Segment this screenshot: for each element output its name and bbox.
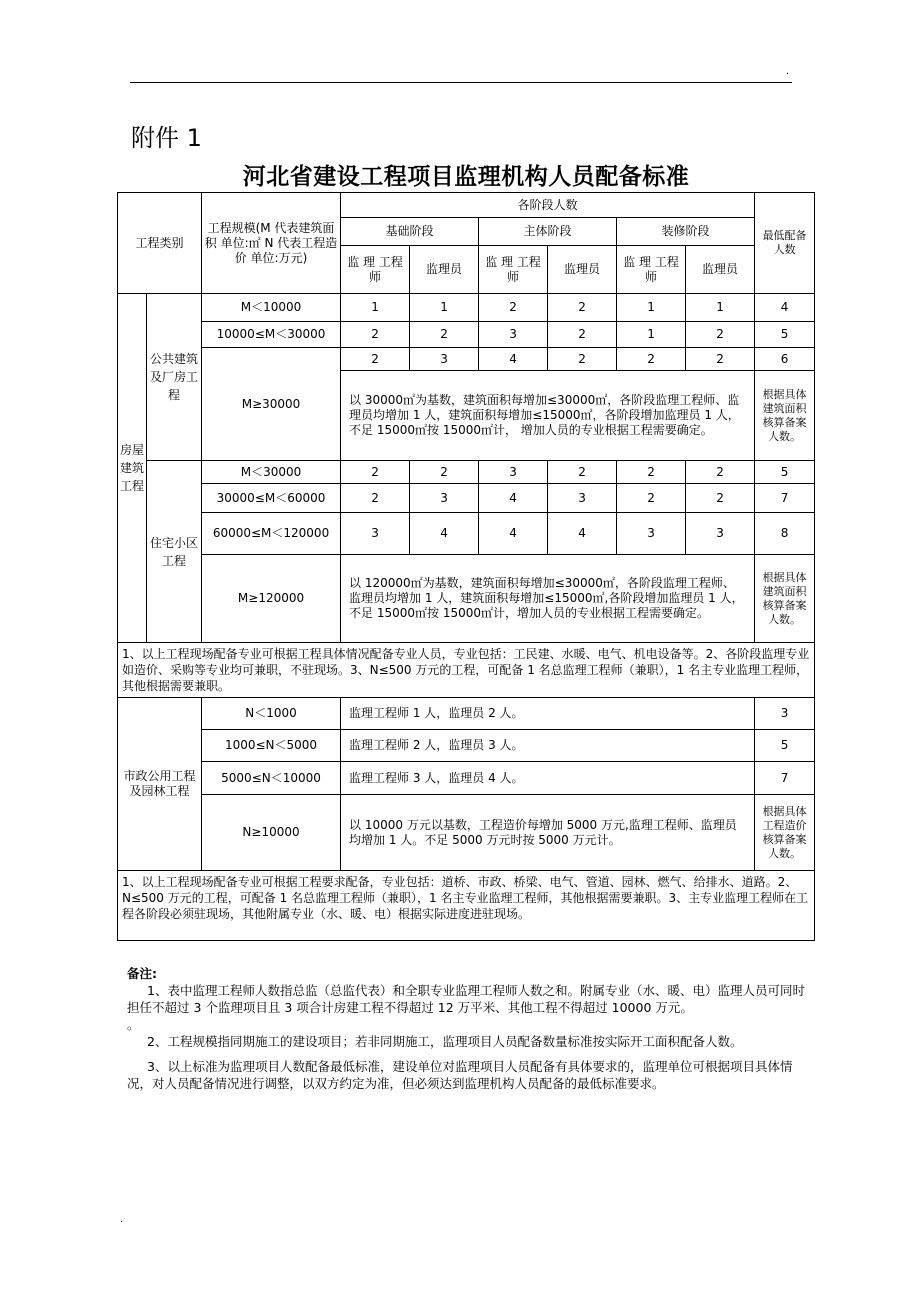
min-cell: 3 [755,698,815,730]
table-cell: 2 [341,484,410,513]
rule-text: 监理工程师 2 人，监理员 3 人。 [341,730,755,762]
min-cell: 根据具体建筑面积核算备案人数。 [755,555,815,643]
min-cell: 6 [755,348,815,371]
scale-cell: 30000≤M＜60000 [202,484,341,513]
table-cell: 3 [617,513,686,555]
subcategory-residential: 住宅小区工程 [147,461,202,643]
min-cell: 8 [755,513,815,555]
table-cell: 4 [479,348,548,371]
rule-text: 以 30000㎡为基数，建筑面积每增加≤30000㎡，各阶段监理工程师、监理员均增加 1 人，建筑面积每增加≤15000㎡，各阶段增加监理员 1 人，不足 15000㎡按 15000㎡计， 增加人员的专业根据工程需要确定。 [341,371,755,461]
table-cell: 1 [617,322,686,348]
table-cell: 1 [686,294,755,322]
header-stage-foundation: 基础阶段 [341,218,479,246]
building-note: 1、以上工程现场配备专业可根据工程具体情况配备专业人员，专业包括：工民建、水暖、电气、机电设备等。2、各阶段监理专业如造价、采购等专业均可兼职，不驻现场。3、N≤500 万元的工程，可配备 1 名总监理工程师（兼职），1 名主专业监理工程师，其他根据需要兼职。 [118,643,815,698]
table-cell: 4 [548,513,617,555]
remark-item: 。 [127,1017,140,1032]
table-cell: 2 [617,461,686,484]
table-cell: 3 [341,513,410,555]
table-cell: 2 [341,461,410,484]
table-cell: 2 [686,484,755,513]
scale-cell: 60000≤M＜120000 [202,513,341,555]
remark-item: 3、以上标准为监理项目人数配备最低标准，建设单位对监理项目人员配备有具体要求的，监理单位可根据项目具体情况，对人员配备情况进行调整，以双方约定为准，但必须达到监理机构人员配备的最低标准要求。 [127,1059,793,1091]
table-cell: 1 [410,294,479,322]
remarks-heading: 备注: [127,966,157,981]
attachment-label: 附件 1 [131,124,202,152]
table-cell: 2 [617,348,686,371]
scale-cell: M＜10000 [202,294,341,322]
header-inspector: 监理员 [686,246,755,294]
scale-cell: N＜1000 [202,698,341,730]
min-cell: 5 [755,461,815,484]
scale-cell: 1000≤N＜5000 [202,730,341,762]
table-cell: 2 [548,348,617,371]
table-cell: 2 [410,322,479,348]
remarks [127,965,812,1092]
min-cell: 根据具体工程造价核算备案人数。 [755,795,815,871]
footer-mark: . [120,1214,124,1225]
table-cell: 2 [548,461,617,484]
scale-cell: 5000≤N＜10000 [202,762,341,795]
table-cell: 3 [410,348,479,371]
header-inspector: 监理员 [410,246,479,294]
subcategory-public: 公共建筑及厂房工程 [147,294,202,461]
min-cell: 4 [755,294,815,322]
table-cell: 2 [341,348,410,371]
table-cell: 2 [686,348,755,371]
table-cell: 1 [617,294,686,322]
header-engineer: 监 理 工程师 [479,246,548,294]
header-rule [130,82,792,83]
header-category: 工程类别 [118,193,202,294]
min-cell: 7 [755,484,815,513]
page-title: 河北省建设工程项目监理机构人员配备标准 [242,164,690,190]
scale-cell: 10000≤M＜30000 [202,322,341,348]
rule-text: 以 10000 万元以基数，工程造价每增加 5000 万元,监理工程师、监理员均增加 1 人。不足 5000 万元时按 5000 万元计。 [341,795,755,871]
staffing-standard-table [117,192,815,941]
table-cell: 4 [479,513,548,555]
table-cell: 2 [548,294,617,322]
header-stage-group: 各阶段人数 [341,193,755,218]
table-cell: 2 [479,294,548,322]
scale-cell: M≥30000 [202,348,341,461]
table-cell: 2 [341,322,410,348]
header-mark: . [786,66,790,77]
table-cell: 4 [410,513,479,555]
scale-cell: M＜30000 [202,461,341,484]
header-stage-decoration: 装修阶段 [617,218,755,246]
table-cell: 2 [617,484,686,513]
min-cell: 5 [755,730,815,762]
header-stage-structure: 主体阶段 [479,218,617,246]
table-cell: 3 [479,461,548,484]
header-scale: 工程规模(M 代表建筑面积 单位:㎡ N 代表工程造价 单位:万元) [202,193,341,294]
table-cell: 4 [479,484,548,513]
municipal-note: 1、以上工程现场配备专业可根据工程要求配备，专业包括：道桥、市政、桥梁、电气、管道、园林、燃气、给排水、道路。2、N≤500 万元的工程，可配备 1 名总监理工程师（兼职），1 名主专业监理工程师，其他根据需要兼职。3、主专业监理工程师在工程各阶段必须驻现场，其他附属专业（水、暖、电）根据实际进度进驻现场。 [118,871,815,941]
header-engineer: 监 理 工程师 [617,246,686,294]
header-engineer: 监 理 工程师 [341,246,410,294]
table-cell: 3 [548,484,617,513]
table-cell: 3 [410,484,479,513]
min-cell: 7 [755,762,815,795]
table-cell: 2 [410,461,479,484]
category-municipal: 市政公用工程及园林工程 [118,698,202,871]
table-cell: 3 [479,322,548,348]
scale-cell: M≥120000 [202,555,341,643]
table-cell: 3 [686,513,755,555]
rule-text: 监理工程师 1 人，监理员 2 人。 [341,698,755,730]
remark-item: 1、表中监理工程师人数指总监（总监代表）和全职专业监理工程师人数之和。附属专业（水、暖、电）监理人员可同时担任不超过 3 个监理项目且 3 项合计房建工程不得超过 12 万平米、其他工程不得超过 10000 万元。 [127,983,805,1015]
table-cell: 2 [686,322,755,348]
table-cell: 2 [686,461,755,484]
table-cell: 2 [548,322,617,348]
header-min-staff: 最低配备人数 [755,193,815,294]
remark-item: 2、工程规模指同期施工的建设项目；若非同期施工，监理项目人员配备数量标准按实际开工面积配备人数。 [147,1034,743,1049]
rule-text: 监理工程师 3 人，监理员 4 人。 [341,762,755,795]
category-building: 房屋建筑工程 [118,294,147,643]
scale-cell: N≥10000 [202,795,341,871]
min-cell: 5 [755,322,815,348]
rule-text: 以 120000㎡为基数，建筑面积每增加≤30000㎡，各阶段监理工程师、监理员均增加 1 人，建筑面积每增加≤15000㎡,各阶段增加监理员 1 人，不足 15000㎡按 15000㎡计，增加人员的专业根据工程需要确定。 [341,555,755,643]
header-inspector: 监理员 [548,246,617,294]
table-cell: 1 [341,294,410,322]
min-cell: 根据具体建筑面积核算备案人数。 [755,371,815,461]
